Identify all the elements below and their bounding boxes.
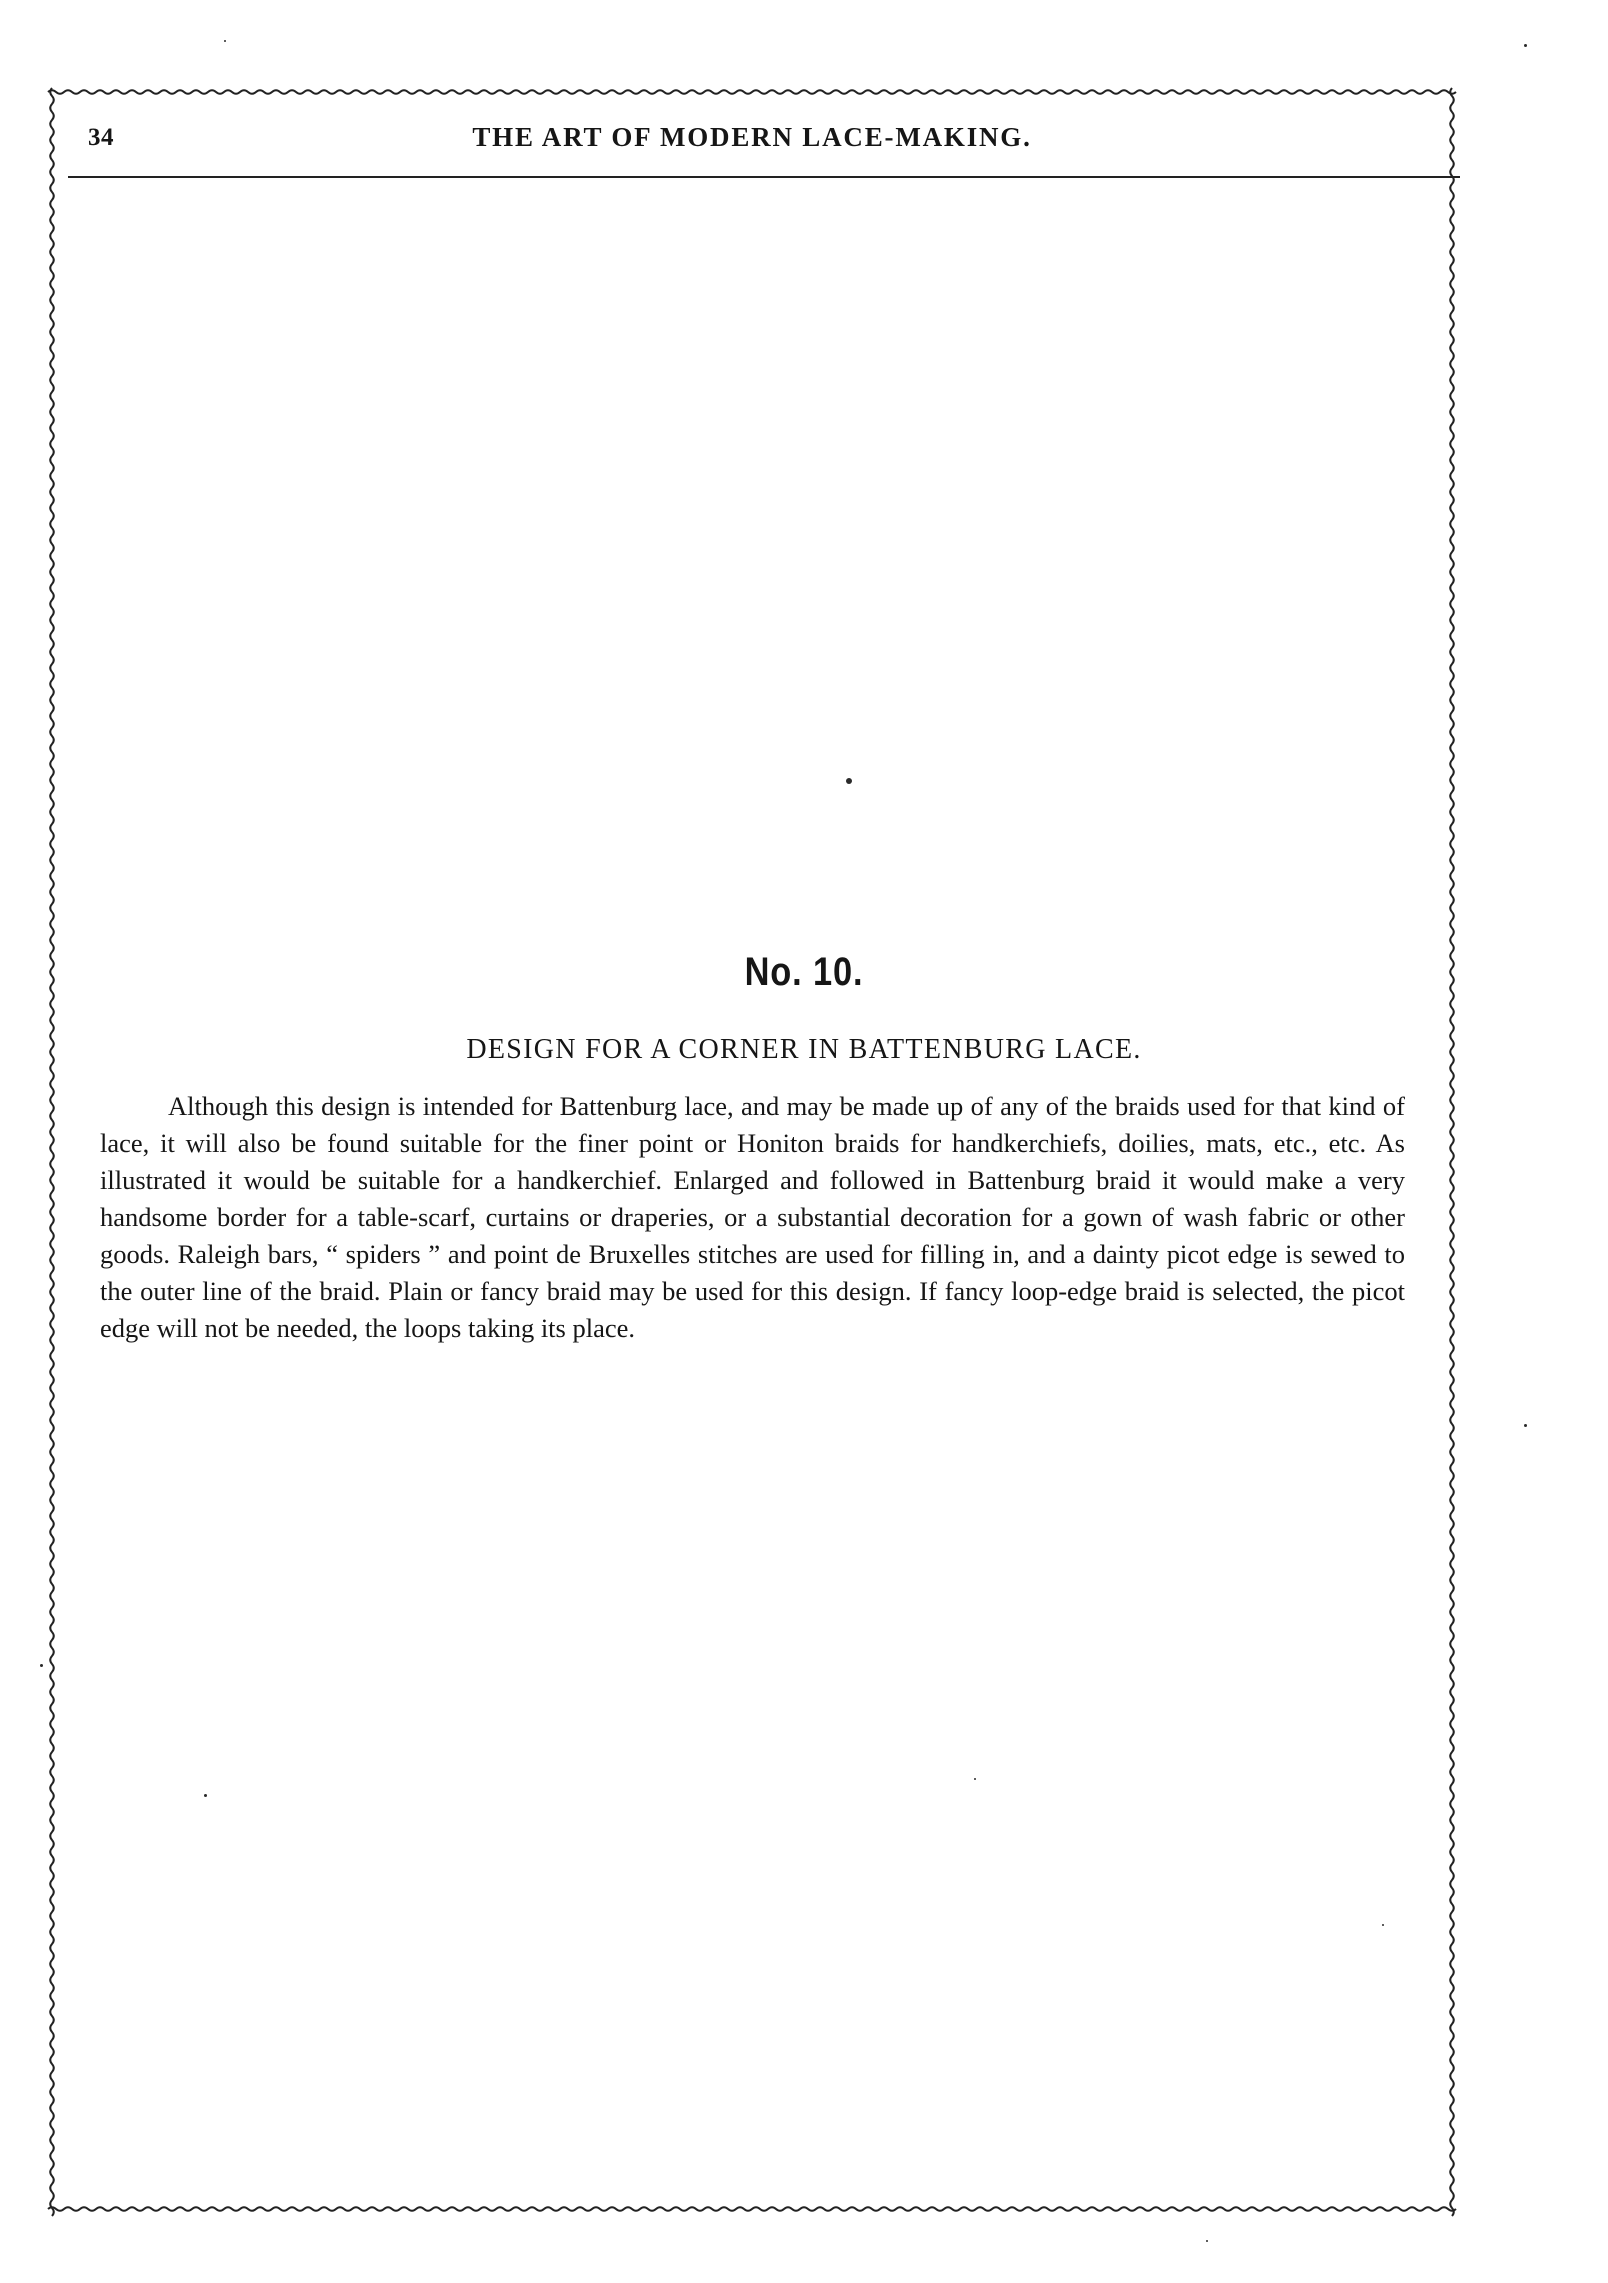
section-heading: DESIGN FOR A CORNER IN BATTENBURG LACE.: [466, 1034, 1142, 1065]
page-number: 34: [88, 124, 114, 151]
running-title: THE ART OF MODERN LACE-MAKING.: [472, 122, 1032, 152]
wavy-border-right: [1450, 88, 1454, 2216]
print-speck: [204, 1794, 207, 1797]
body-paragraph: Although this design is intended for Battenburg lace, and may be made up of any of the braids used for that kind of lace, it will also be found suitable for the finer point or Honiton braids for handkerchiefs, doilies, mats, etc., etc. As illustrated it would be suitable for a handkerchief. Enlarged and followed in Battenburg braid it would make a very handsome border for a table-scarf, curtains or draperies, or a substantial decoration for a gown of wash fabric or other goods. Raleigh bars, “ spiders ” and point de Bruxelles stitches are used for filling in, and a dainty picot edge is sewed to the outer line of the braid. Plain or fancy braid may be used for this design. If fancy loop-edge braid is selected, the picot edge will not be needed, the loops taking its place.: [100, 1091, 1405, 1343]
wavy-border-left: [50, 88, 54, 2216]
wavy-border-bottom: [48, 2207, 1456, 2211]
plate-number: No. 10.: [744, 950, 864, 994]
print-speck: [224, 40, 226, 42]
print-speck: [1524, 44, 1527, 47]
print-speck: [974, 1778, 976, 1780]
running-head: [48, 88, 1456, 180]
print-speck: [1382, 1924, 1384, 1926]
print-speck: [40, 1664, 43, 1667]
print-speck: [846, 778, 852, 784]
header-rule: [68, 176, 1460, 178]
print-speck: [1206, 2240, 1208, 2242]
print-speck: [1524, 1424, 1527, 1427]
